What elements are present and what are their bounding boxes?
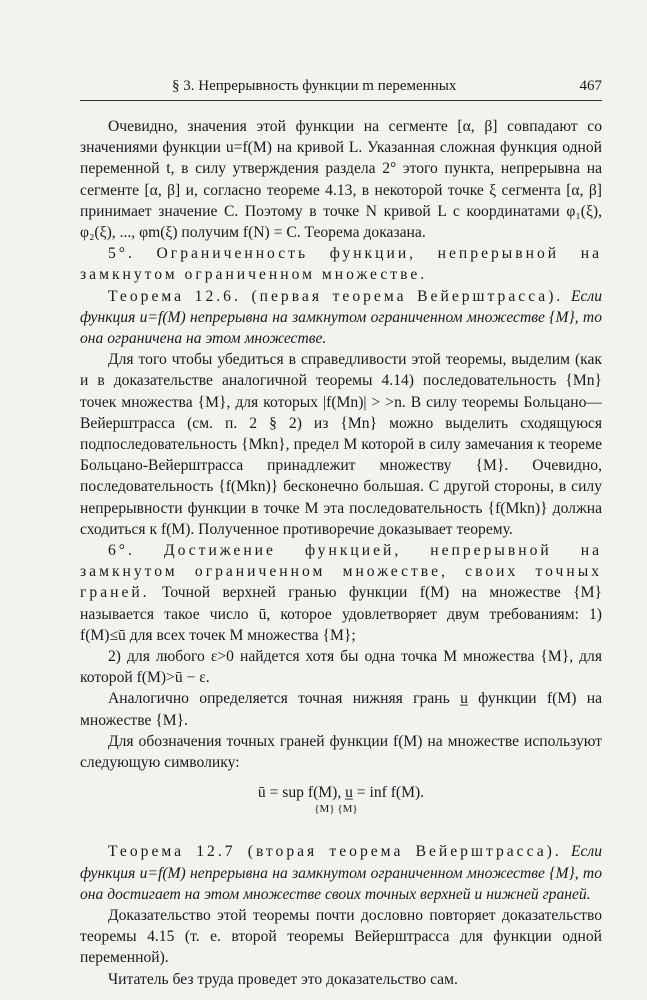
paragraph: Читатель без труда проведет это доказательство сам. <box>108 970 458 988</box>
theorem-statement: Если функция u=f(M) непрерывна на замкнутом ограниченном множестве {M}, то она ограничена на этом множестве. <box>80 287 602 348</box>
section-heading: 5°. Ограниченность функции, непрерывной на замкнутом ограниченном множестве. <box>80 245 602 284</box>
spacer <box>80 823 602 841</box>
theorem-statement: Если функция u=f(M) непрерывна на замкнутом ограниченном множестве {M}, то она достигает на этом множестве своих точных верхней и нижней граней. <box>80 843 602 903</box>
paragraph: Очевидно, значения этой функции на сегменте [α, β] совпадают со значениями функции u=f(M) на кривой L. Указанная сложная функция одной переменной t, в силу утверждения раздела 2° этого пункта, непрерывна на сегменте [α, β] и, согласно теореме 4.13, в некоторой точке ξ сегмента [α, β] принимает значение C. Поэтому в точке N кривой L с координатами φ₁(ξ), φ₂(ξ), ..., φm(ξ) получим f(N) = C. Теорема доказана. <box>80 118 602 242</box>
page-body <box>80 116 602 990</box>
theorem-title: Теорема 12.6. (первая теорема Вейерштрасса). <box>108 287 564 305</box>
theorem-block <box>80 841 602 905</box>
theorem-block <box>80 286 602 350</box>
paragraph: Аналогично определяется точная нижняя грань u̲ функции f(M) на множестве {M}. <box>80 690 602 729</box>
formula <box>80 783 602 815</box>
paragraph: Для обозначения точных граней функции f(M) на множестве используют следующую символику: <box>80 732 602 772</box>
running-head-title: § 3. Непрерывность функции m переменных <box>172 78 457 94</box>
running-head <box>80 78 602 101</box>
paragraph: 2) для любого ε>0 найдется хотя бы одна точка M множества {M}, для которой f(M)>ū − ε. <box>80 648 602 687</box>
formula-subscripts: {M} {M} <box>314 803 358 816</box>
section-block <box>80 540 602 646</box>
definition-text: Точной верхней гранью функции f(M) на множестве {M} называется такое число ū, которое удовлетворяет двум требованиям: 1) f(M)≤ū для всех точек M множества {M}; <box>80 584 602 644</box>
paragraph: Доказательство этой теоремы почти дословно повторяет доказательство теоремы 4.15 (т. е. второй теоремы Вейерштрасса для функции одной переменной). <box>80 906 602 967</box>
paragraph: Для того чтобы убедиться в справедливости этой теоремы, выделим (как и в доказательстве аналогичной теоремы 4.14) последовательность {Mn} точек множества {M}, для которых |f(Mn)| > >n. В силу теоремы Больцано—Вейерштрасса (см. п. 2 § 2) из {Mn} можно выделить сходящуюся подпоследовательность {Mkn}, предел M которой в силу замечания к теореме Больцано-Вейерштрасса принадлежит множеству {M}. Очевидно, последовательность {f(Mkn)} бесконечно большая. С другой стороны, в силу непрерывности функции в точке M эта последовательность {f(Mkn)} должна сходиться к f(M). Полученное противоречие доказывает теорему. <box>80 351 602 538</box>
page-number: 467 <box>579 78 602 94</box>
section-heading: 6°. Достижение функцией, непрерывной на замкнутом ограниченном множестве, своих точных граней. <box>80 542 602 602</box>
formula-main: ū = sup f(M), u̲ = inf f(M). <box>257 784 425 802</box>
theorem-title: Теорема 12.7 (вторая теорема Вейерштрасса). <box>108 843 562 861</box>
